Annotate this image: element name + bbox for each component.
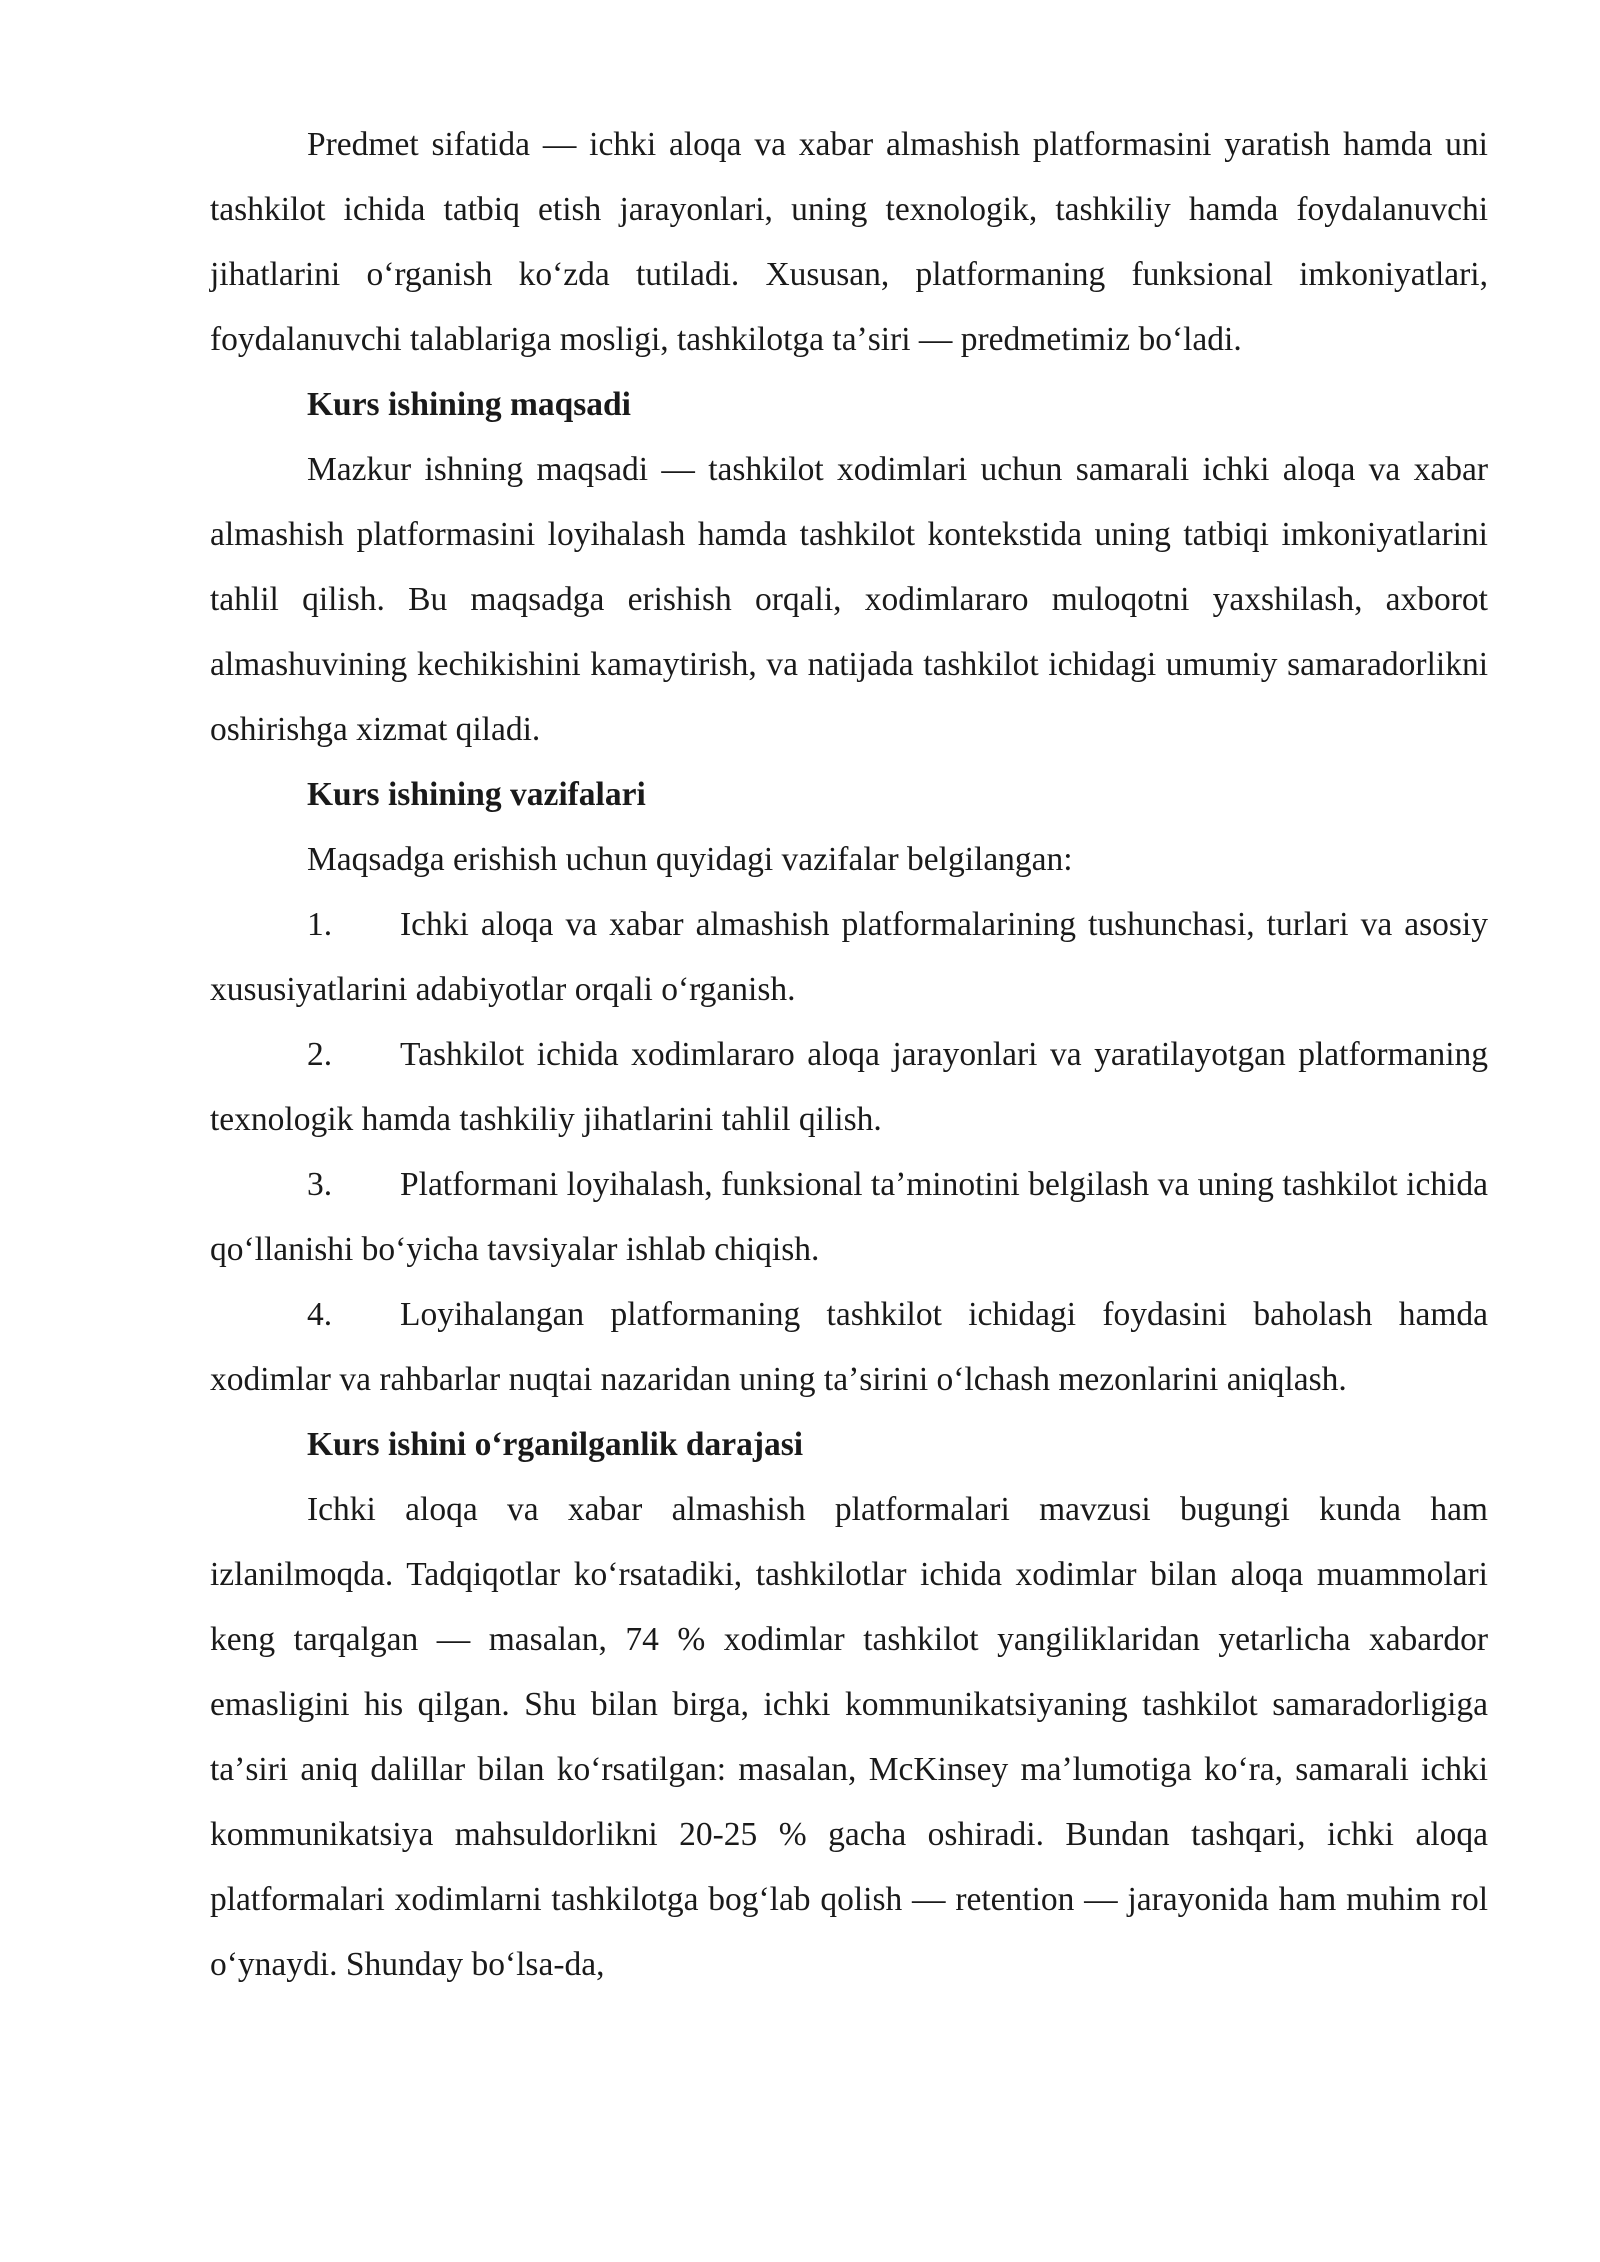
study-paragraph: Ichki aloqa va xabar almashish platformalari mavzusi bugungi kunda ham izlanilmoqda. Tadqiqotlar koʻrsatadiki, tashkilotlar ichida xodimlar bilan aloqa muammolari keng tarqalgan — masalan, 74 % xodimlar tashkilot yangiliklaridan yetarlicha xabardor emasligini his qilgan. Shu bilan birga, ichki kommunikatsiyaning tashkilot samaradorligiga taʼsiri aniq dalillar bilan koʻrsatilgan: masalan, McKinsey maʼlumotiga koʻra, samarali ichki kommunikatsiya mahsuldorlikni 20-25 % gacha oshiradi. Bundan tashqari, ichki aloqa platformalari xodimlarni tashkilotga bogʻlab qolish — retention — jarayonida ham muhim rol oʻynaydi. Shunday boʻlsa-da,: [210, 1491, 1488, 1983]
list-item-number: 4.: [307, 1296, 333, 1333]
list-item-number: 2.: [307, 1036, 333, 1073]
tasks-list: [210, 892, 1488, 1412]
list-item-text: Tashkilot ichida xodimlararo aloqa jarayonlari va yaratilayotgan platformaning texnologik hamda tashkiliy jihatlarini tahlil qilish.: [210, 1036, 1488, 1138]
list-item-number: 3.: [307, 1166, 333, 1203]
study-heading: Kurs ishini oʻrganilganlik darajasi: [307, 1426, 804, 1463]
document-page: [210, 112, 1488, 1997]
list-item: [210, 1022, 1488, 1152]
list-item-text: Platformani loyihalash, funksional taʼminotini belgilash va uning tashkilot ichida qoʻllanishi boʻyicha tavsiyalar ishlab chiqish.: [210, 1166, 1488, 1268]
goal-paragraph: Mazkur ishning maqsadi — tashkilot xodimlari uchun samarali ichki aloqa va xabar almashish platformasini loyihalash hamda tashkilot kontekstida uning tatbiqi imkoniyatlarini tahlil qilish. Bu maqsadga erishish orqali, xodimlararo muloqotni yaxshilash, axborot almashuvining kechikishini kamaytirish, va natijada tashkilot ichidagi umumiy samaradorlikni oshirishga xizmat qiladi.: [210, 451, 1488, 748]
goal-heading: Kurs ishining maqsadi: [307, 386, 631, 423]
tasks-heading: Kurs ishining vazifalari: [307, 776, 646, 813]
list-item: [210, 1282, 1488, 1412]
list-item: [210, 892, 1488, 1022]
list-item: [210, 1152, 1488, 1282]
list-item-text: Ichki aloqa va xabar almashish platformalarining tushunchasi, turlari va asosiy xususiyatlarini adabiyotlar orqali oʻrganish.: [210, 906, 1488, 1008]
intro-paragraph: Predmet sifatida — ichki aloqa va xabar almashish platformasini yaratish hamda uni tashkilot ichida tatbiq etish jarayonlari, uning texnologik, tashkiliy hamda foydalanuvchi jihatlarini oʻrganish koʻzda tutiladi. Xususan, platformaning funksional imkoniyatlari, foydalanuvchi talablariga mosligi, tashkilotga taʼsiri — predmetimiz boʻladi.: [210, 126, 1488, 358]
tasks-intro: Maqsadga erishish uchun quyidagi vazifalar belgilangan:: [307, 841, 1073, 878]
list-item-text: Loyihalangan platformaning tashkilot ichidagi foydasini baholash hamda xodimlar va rahbarlar nuqtai nazaridan uning taʼsirini oʻlchash mezonlarini aniqlash.: [210, 1296, 1488, 1398]
list-item-number: 1.: [307, 906, 333, 943]
